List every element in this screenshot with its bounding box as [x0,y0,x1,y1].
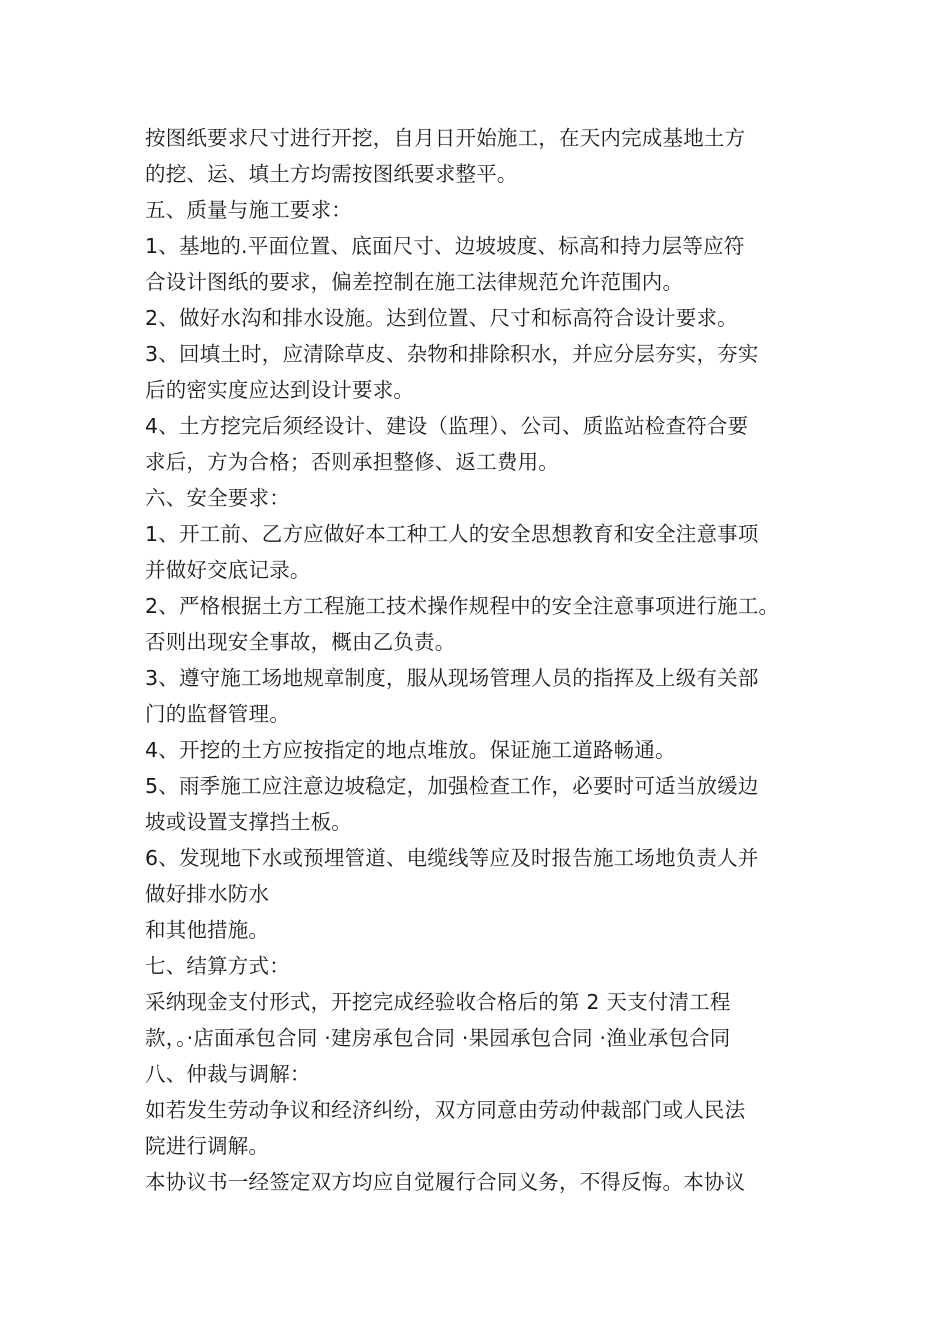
text-line: 门的监督管理。 [145,702,290,726]
text-line: 2、做好水沟和排水设施。达到位置、尺寸和标高符合设计要求。 [145,306,738,330]
text-line: 1、基地的.平面位置、底面尺寸、边坡坡度、标高和持力层等应符 [145,234,745,258]
section-heading-settlement: 七、结算方式： [145,954,290,978]
section-heading-arbitration: 八、仲裁与调解： [145,1062,311,1086]
text-line: 坡或设置支撑挡土板。 [145,810,352,834]
text-line: 本协议书一经签定双方均应自觉履行合同义务，不得反悔。本协议 [145,1170,746,1194]
text-line: 3、回填土时，应清除草皮、杂物和排除积水，并应分层夯实，夯实 [145,342,759,366]
text-line: 采纳现金支付形式，开挖完成经验收合格后的第 2 天支付清工程 [145,990,731,1014]
text-line: 如若发生劳动争议和经济纠纷，双方同意由劳动仲裁部门或人民法 [145,1098,746,1122]
text-line: 4、土方挖完后须经设计、建设（监理）、公司、质监站检查符合要 [145,414,749,438]
text-line: 3、遵守施工场地规章制度，服从现场管理人员的指挥及上级有关部 [145,666,759,690]
text-line: 5、雨季施工应注意边坡稳定，加强检查工作，必要时可适当放缓边 [145,774,759,798]
text-line: 院进行调解。 [145,1134,270,1158]
text-line: 求后，方为合格；否则承担整修、返工费用。 [145,450,559,474]
text-line: 后的密实度应达到设计要求。 [145,378,415,402]
text-line: 做好排水防水 [145,882,270,906]
text-line: 6、发现地下水或预埋管道、电缆线等应及时报告施工场地负责人并 [145,846,759,870]
section-heading-safety: 六、安全要求： [145,486,290,510]
text-line: 的挖、运、填土方均需按图纸要求整平。 [145,162,518,186]
text-line: 和其他措施。 [145,918,270,942]
text-line: 并做好交底记录。 [145,558,311,582]
text-line: 1、开工前、乙方应做好本工种工人的安全思想教育和安全注意事项 [145,522,759,546]
text-line: 4、开挖的土方应按指定的地点堆放。保证施工道路畅通。 [145,738,676,762]
text-line: 否则出现安全事故，概由乙负责。 [145,630,456,654]
text-line: 款，。·店面承包合同 ·建房承包合同 ·果园承包合同 ·渔业承包合同 [145,1026,731,1050]
text-line: 合设计图纸的要求，偏差控制在施工法律规范允许范围内。 [145,270,684,294]
section-heading-quality: 五、质量与施工要求： [145,198,352,222]
text-line: 按图纸要求尺寸进行开挖，自月日开始施工，在天内完成基地土方 [145,126,746,150]
document-body [145,120,835,1200]
text-line: 2、严格根据土方工程施工技术操作规程中的安全注意事项进行施工。 [145,594,780,618]
